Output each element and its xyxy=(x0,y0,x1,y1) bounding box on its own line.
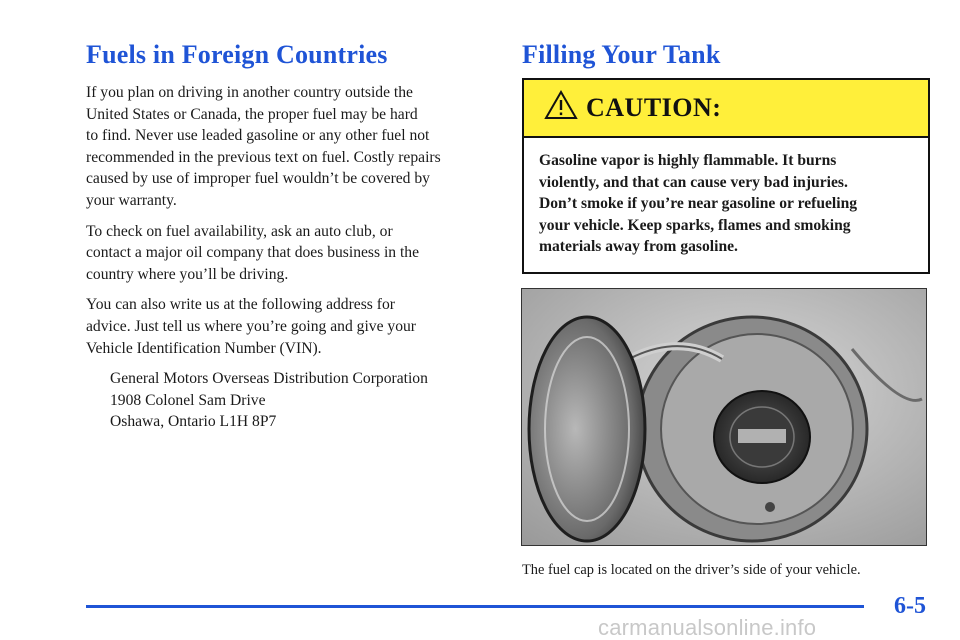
mailing-address xyxy=(86,368,496,433)
page-number: 6-5 xyxy=(894,593,926,619)
photo-caption: The fuel cap is located on the driver’s side of your vehicle. xyxy=(522,562,861,578)
left-column xyxy=(86,38,496,433)
footer-rule xyxy=(86,605,864,608)
warning-triangle-icon xyxy=(544,90,578,120)
fuel-door-photo xyxy=(521,288,927,546)
paragraph-intro: If you plan on driving in another country outside the United States or Canada, the proper fuel may be hard to find. Never use leaded gasoline or any other fuel not recommended in the previous text on fuel. Costly repairs caused by use of improper fuel wouldn’t be covered by your warranty. xyxy=(86,84,441,209)
paragraph-write-us: You can also write us at the following address for advice. Just tell us where you’re going and give your Vehicle Identification Number (VIN). xyxy=(86,296,416,357)
caution-header xyxy=(524,80,928,138)
watermark: carmanualsonline.info xyxy=(598,615,817,640)
right-column xyxy=(522,38,930,78)
address-line-city: Oshawa, Ontario L1H 8P7 xyxy=(110,413,277,431)
address-line-company: General Motors Overseas Distribution Corporation xyxy=(110,370,428,388)
caution-text: Gasoline vapor is highly flammable. It burns violently, and that can cause very bad injuries. Don’t smoke if you’re near gasoline or refueling your vehicle. Keep sparks, flames and smoking materials away from gasoline. xyxy=(539,152,858,255)
address-line-street: 1908 Colonel Sam Drive xyxy=(110,391,266,409)
caution-title: CAUTION: xyxy=(586,93,722,122)
section-heading-fuels-foreign: Fuels in Foreign Countries xyxy=(86,40,388,69)
paragraph-fuel-availability: To check on fuel availability, ask an auto club, or contact a major oil company that does business in the country where you’ll be driving. xyxy=(86,222,420,283)
caution-box xyxy=(522,78,930,274)
section-heading-filling-tank: Filling Your Tank xyxy=(522,40,721,69)
